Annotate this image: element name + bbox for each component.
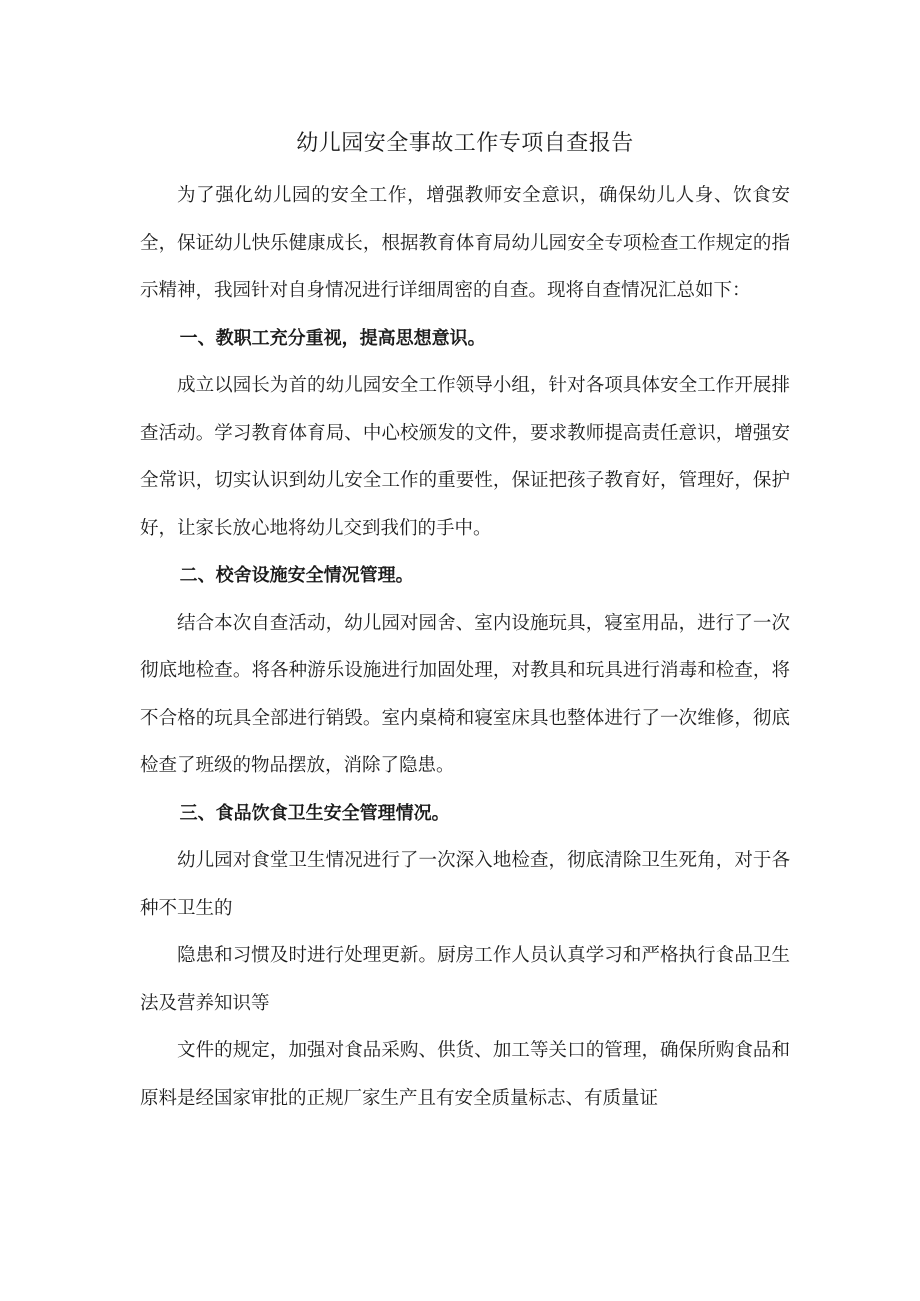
document-title: 幼儿园安全事故工作专项自查报告 bbox=[296, 131, 634, 156]
section-1 bbox=[140, 315, 790, 553]
section-heading: 三、食品饮食卫生安全管理情况。 bbox=[179, 802, 450, 824]
section-paragraph: 隐患和习惯及时进行处理更新。厨房工作人员认真学习和严格执行食品卫生法及营养知识等 bbox=[140, 945, 790, 1014]
document-page bbox=[140, 126, 790, 1122]
section-2 bbox=[140, 552, 790, 790]
section-heading: 二、校舍设施安全情况管理。 bbox=[179, 565, 414, 586]
section-paragraph: 幼儿园对食堂卫生情况进行了一次深入地检查，彻底清除卫生死角，对于各种不卫生的 bbox=[140, 850, 790, 919]
section-paragraph: 成立以园长为首的幼儿园安全工作领导小组，针对各项具体安全工作开展排查活动。学习教育体育局、中心校颁发的文件，要求教师提高责任意识，增强安全常识，切实认识到幼儿安全工作的重要性，保证把孩子教育好，管理好，保护好，让家长放心地将幼儿交到我们的手中。 bbox=[140, 375, 790, 539]
intro-paragraph: 为了强化幼儿园的安全工作，增强教师安全意识，确保幼儿人身、饮食安全，保证幼儿快乐健康成长，根据教育体育局幼儿园安全专项检查工作规定的指示精神，我园针对自身情况进行详细周密的自查。现将自查情况汇总如下： bbox=[140, 185, 790, 301]
section-paragraph: 结合本次自查活动，幼儿园对园舍、室内设施玩具，寝室用品，进行了一次彻底地检查。将各种游乐设施进行加固处理，对教具和玩具进行消毒和检查，将不合格的玩具全部进行销毁。室内桌椅和寝室床具也整体进行了一次维修，彻底检查了班级的物品摆放，消除了隐患。 bbox=[140, 612, 790, 776]
section-3 bbox=[140, 790, 790, 1123]
section-heading: 一、教职工充分重视，提高思想意识。 bbox=[179, 327, 486, 349]
section-paragraph: 文件的规定，加强对食品采购、供货、加工等关口的管理，确保所购食品和原料是经国家审批的正规厂家生产且有安全质量标志、有质量证 bbox=[140, 1040, 790, 1109]
